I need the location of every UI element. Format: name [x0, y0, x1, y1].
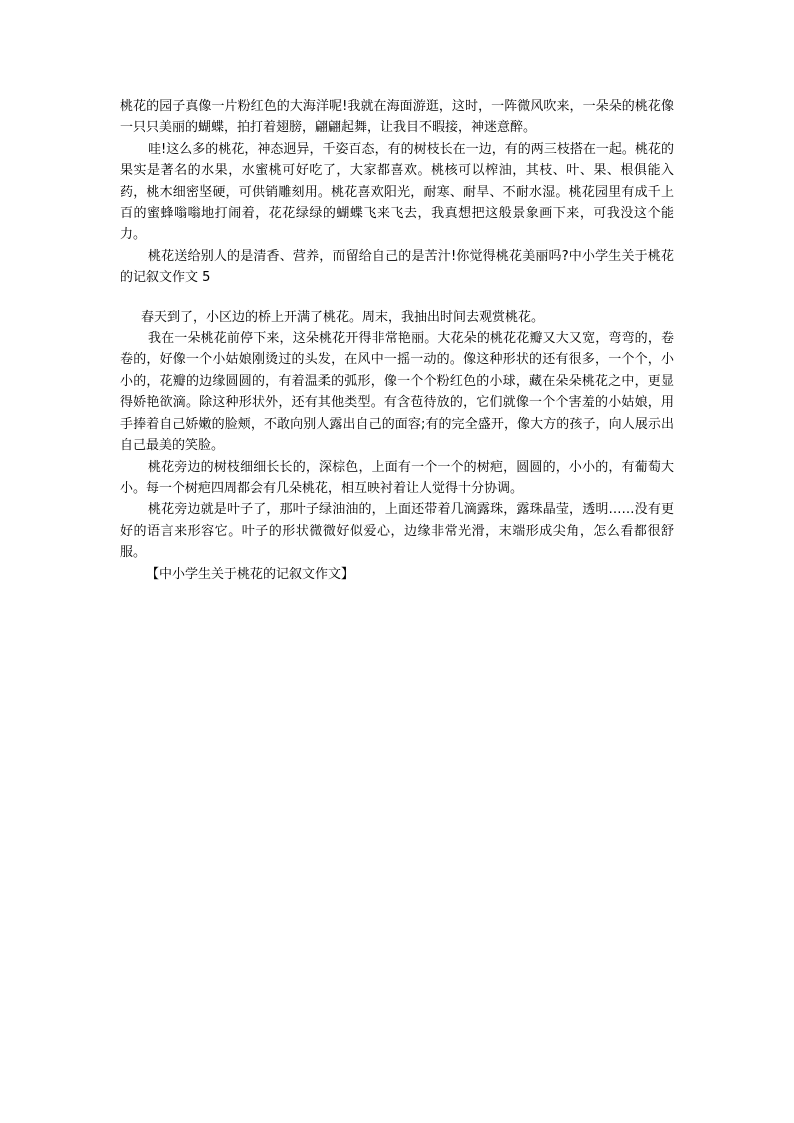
- section-gap: [120, 289, 674, 307]
- paragraph-spring: 春天到了，小区边的桥上开满了桃花。周末，我抽出时间去观赏桃花。: [141, 309, 545, 325]
- article-footer-title: 【中小学生关于桃花的记叙文作文】: [146, 566, 355, 582]
- document-page: [120, 96, 674, 585]
- paragraph-garden: 桃花的园子真像一片粉红色的大海洋呢!我就在海面游逛，这时，一阵微风吹来，一朵朵的桃花像一只只美丽的蝴蝶，拍打着翅膀，翩翩起舞，让我目不暇接，神迷意醉。: [120, 99, 674, 136]
- paragraph-gift: 桃花送给别人的是清香、营养，而留给自己的是苦汁!你觉得桃花美丽吗?中小学生关于桃花的记叙文作文 5: [120, 248, 674, 286]
- paragraph-wow: 哇!这么多的桃花，神态迥异，千姿百态，有的树枝长在一边，有的两三枝搭在一起。桃花的果实是著名的水果，水蜜桃可好吃了，大家都喜欢。桃核可以榨油，其枝、叶、果、根俱能入药，桃木细密坚硬，可供销雕刻用。桃花喜欢阳光，耐寒、耐旱、不耐水湿。桃花园里有成千上百的蜜蜂嗡嗡地打闹着，花花绿绿的蝴蝶飞来飞去，我真想把这般景象画下来，可我没这个能力。: [120, 141, 674, 243]
- paragraph-branch: 桃花旁边的树枝细细长长的，深棕色，上面有一个一个的树疤，圆圆的，小小的，有葡萄大小。每一个树疤四周都会有几朵桃花，相互映衬着让人觉得十分协调。: [120, 459, 674, 496]
- paragraph-flower: 我在一朵桃花前停下来，这朵桃花开得非常艳丽。大花朵的桃花花瓣又大又宽，弯弯的，卷卷的，好像一个小姑娘刚烫过的头发，在风中一摇一动的。像这种形状的还有很多，一个个，小小的，花瓣的边缘圆圆的，有着温柔的弧形，像一个个粉红色的小球，藏在朵朵桃花之中，更显得娇艳欲滴。除这种形状外，还有其他类型。有含苞待放的，它们就像一个个害羞的小姑娘，用手捧着自己娇嫩的脸颊，不敢向别人露出自己的面容;有的完全盛开，像大方的孩子，向人展示出自己最美的笑脸。: [120, 331, 674, 454]
- paragraph-leaf: 桃花旁边就是叶子了，那叶子绿油油的，上面还带着几滴露珠，露珠晶莹，透明……没有更好的语言来形容它。叶子的形状微微好似爱心，边缘非常光滑，末端形成尖角，怎么看都很舒服。: [120, 502, 674, 561]
